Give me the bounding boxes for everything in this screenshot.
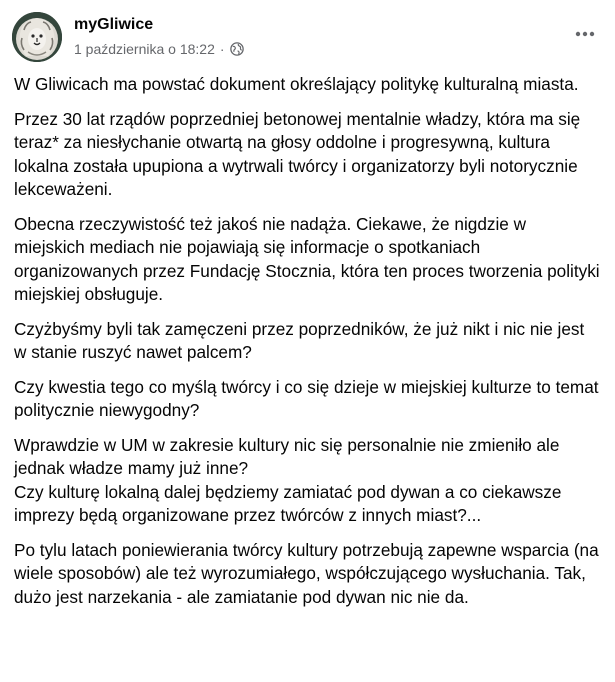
post-timestamp[interactable]: 1 października o 18:22 xyxy=(74,41,215,57)
post-body xyxy=(14,73,601,620)
post-paragraph: Wprawdzie w UM w zakresie kultury nic się personalnie nie zmieniło ale jednak władze mamy już inne? Czy kulturę lokalną dalej będziemy zamiatać pod dywan a co ciekawsze imprezy będą organizowane przez twórców z innych miast?... xyxy=(14,434,562,525)
post-paragraph: Przez 30 lat rządów poprzedniej betonowej mentalnie władzy, która ma się teraz* za niesłychanie otwartą na głosy oddolne i progresywną, kultura lokalna została upupiona a wytrwali twórcy i organizatorzy byli notorycznie lekceważeni. xyxy=(14,108,581,199)
post-paragraph: Czy kwestia tego co myślą twórcy i co się dzieje w miejskiej kulturze to temat politycznie niewygodny? xyxy=(14,376,599,420)
post-paragraph: Czyżbyśmy byli tak zamęczeni przez poprzedników, że już nikt i nic nie jest w stanie ruszyć nawet palcem? xyxy=(14,318,585,362)
post-meta xyxy=(74,40,244,58)
author-block xyxy=(74,15,244,58)
post-paragraph: Po tylu latach poniewierania twórcy kultury potrzebują zapewne wsparcia (na wiele sposobów) ale też wyrozumiałego, współczującego wysłuchania. Tak, dużo jest narzekania - ale zamiatanie pod dywan nic nie da. xyxy=(14,539,599,607)
author-name[interactable]: myGliwice xyxy=(74,16,154,33)
meta-separator: · xyxy=(219,41,225,57)
post-header xyxy=(12,12,603,64)
lion-avatar-icon[interactable] xyxy=(12,12,62,62)
globe-icon[interactable] xyxy=(230,42,244,56)
more-options-icon[interactable] xyxy=(567,16,603,52)
post-paragraph: W Gliwicach ma powstać dokument określający politykę kulturalną miasta. xyxy=(14,74,579,94)
post-paragraph: Obecna rzeczywistość też jakoś nie nadąża. Ciekawe, że nigdzie w miejskich mediach nie pojawiają się informacje o spotkaniach organizowanych przez Fundację Stocznia, która ten proces tworzenia polityki miejskiej obsługuje. xyxy=(14,213,600,304)
